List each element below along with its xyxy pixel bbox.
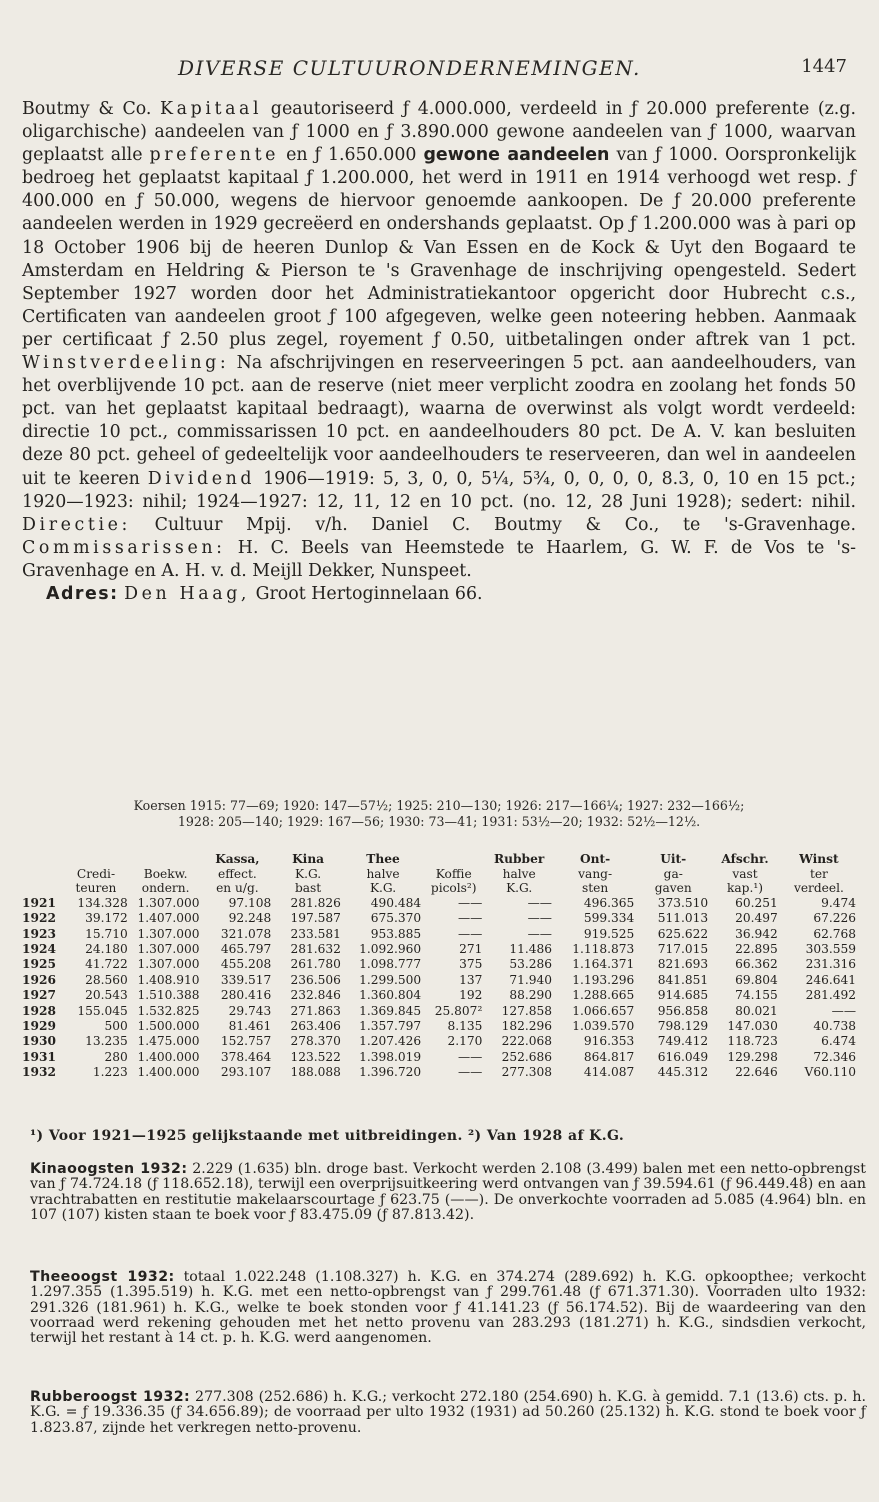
rubberoogst-paragraph [30, 1390, 866, 1436]
table-cell: 1.510.388 [137, 988, 200, 1003]
header-cell: sten [582, 881, 609, 896]
header-cell: Ont- [580, 852, 611, 866]
table-cell: 261.780 [290, 957, 341, 972]
table-cell: 71.940 [509, 972, 552, 987]
table-cell: 252.686 [501, 1049, 552, 1064]
table-cell: 293.107 [220, 1065, 272, 1080]
table-cell: 66.362 [735, 957, 778, 972]
table-cell: 188.088 [290, 1065, 341, 1080]
rubberoogst-text: 277.308 (252.686) h. K.G.; verkocht 272.180 (254.690) h. K.G. à gemidd. 7.1 (13.6) cts. p. h. K.G. = ƒ 19.336.35 (ƒ 34.656.89); de voorraad per ulto 1932 (1931) ad 50.260 (25.132) h. K.G. stond te boek voor ƒ 1.823.87, zijnde het verkregen netto-provenu. [30, 1389, 867, 1436]
table-cell: 511.013 [657, 911, 709, 926]
year-cell: 1924 [22, 942, 56, 956]
table-cell: 39.172 [85, 911, 128, 926]
table-cell: 22.895 [735, 942, 778, 956]
table-cell: 88.290 [509, 988, 552, 1003]
header-cell: picols²) [430, 881, 477, 896]
table-cell: 1.360.804 [359, 988, 422, 1003]
table-cell: —— [457, 1065, 483, 1080]
header-cell: vang- [578, 866, 613, 881]
header-cell: K.G. [506, 881, 533, 896]
table-cell: 231.316 [805, 957, 856, 972]
table-cell: 1.223 [92, 1065, 128, 1080]
table-cell: 339.517 [220, 972, 272, 987]
table-row [20, 1065, 858, 1080]
table-cell: 953.885 [370, 926, 422, 941]
table-cell: 80.021 [735, 1003, 778, 1018]
table-cell: 1.400.000 [137, 1065, 200, 1080]
table-row [20, 1004, 858, 1019]
table-cell: 798.129 [657, 1019, 709, 1034]
table-cell: 147.030 [727, 1019, 778, 1034]
header-cell: ter [809, 866, 828, 881]
table-cell: 821.693 [657, 957, 709, 972]
table-cell: 1.369.845 [359, 1003, 422, 1018]
header-cell: effect. [218, 866, 257, 881]
table-cell: —— [457, 1049, 483, 1064]
table-cell: 2.170 [447, 1034, 483, 1049]
table-cell: 28.560 [85, 972, 128, 987]
preferente-label: preferente [149, 145, 280, 166]
koersen-line-2: 1928: 205—140; 1929: 167—56; 1930: 73—41; 1931: 53½—20; 1932: 52½—12½. [177, 814, 701, 829]
theeoogst-text: totaal 1.022.248 (1.108.327) h. K.G. en 374.274 (289.692) h. K.G. opkoopthee; verkocht 1.297.355 (1.395.519) h. K.G. met een netto-opbrengst van ƒ 299.761.48 (ƒ 671.371.30). Voorraden ulto 1932: 291.326 (181.961) h. K.G., welke te boek stonden voor ƒ 41.141.23 (ƒ 56.174.52). Bij de waardeering van den voorraad werd rekening gehouden met het netto provenu van 283.293 (181.271) h. K.G., sindsdien verkocht, terwijl het restant à 14 ct. p. h. K.G. werd aangenomen. [30, 1269, 867, 1347]
header-cell: halve [366, 866, 400, 881]
header-cell: Thee [366, 852, 400, 866]
text-run: Cultuur Mpij. v/h. Daniel C. Boutmy & Co., te 's-Gravenhage. [130, 514, 856, 535]
header-cell: vast [732, 866, 758, 881]
header-cell: K.G. [295, 866, 322, 881]
page-number: 1447 [801, 56, 847, 77]
table-cell: 129.298 [727, 1049, 778, 1064]
table-cell: 69.804 [735, 972, 778, 987]
table-cell: 74.155 [735, 988, 778, 1003]
directie-label: Directie: [22, 514, 131, 535]
table-cell: 15.710 [85, 926, 128, 941]
table-cell: 490.484 [370, 895, 422, 910]
table-cell: 1.307.000 [137, 895, 200, 910]
table-cell: 465.797 [220, 942, 272, 956]
header-cell: Credi- [76, 866, 116, 881]
header-cell: Koffie [435, 866, 472, 881]
table-cell: 41.722 [85, 957, 128, 972]
header-cell: kap.¹) [727, 881, 763, 896]
year-cell: 1927 [22, 988, 56, 1003]
table-cell: 1.118.873 [572, 942, 635, 956]
table-cell: 616.049 [657, 1049, 709, 1064]
header-cell [20, 852, 62, 867]
table-cell: 197.587 [290, 911, 341, 926]
table-cell: 40.738 [813, 1019, 856, 1034]
table-cell: 1.407.000 [137, 911, 200, 926]
table-cell: 749.412 [657, 1034, 709, 1049]
table-cell: 22.646 [735, 1065, 778, 1080]
table-cell: 232.846 [290, 988, 341, 1003]
financial-table [20, 852, 858, 1081]
header-cell: gaven [654, 881, 692, 896]
table-cell: 263.406 [290, 1019, 341, 1034]
table-cell: —— [457, 895, 483, 910]
text-run: H. C. Beels van Heemstede te Haarlem, G. W. F. de Vos te 's-Gravenhage en A. H. v. d. Meijll Dekker, Nunspeet. [22, 537, 856, 581]
table-cell: 118.723 [727, 1034, 778, 1049]
header-cell: Kassa, [215, 852, 260, 866]
header-cell [62, 852, 130, 867]
table-cell: 1.532.825 [137, 1003, 200, 1018]
table-cell: 155.045 [77, 1003, 128, 1018]
den-haag-label: Den Haag, [124, 583, 251, 604]
text-run: en ƒ 1.650.000 [279, 145, 424, 166]
table-cell: 914.685 [657, 988, 709, 1003]
header-cell: halve [502, 866, 536, 881]
table-footnote: ¹) Voor 1921—1925 gelijkstaande met uitbreidingen. ²) Van 1928 af K.G. [30, 1128, 625, 1144]
table-cell: 246.641 [805, 972, 856, 987]
table-cell: 152.757 [220, 1034, 272, 1049]
text-run: van ƒ 1000. Oorspronkelijk bedroeg het geplaatst kapitaal ƒ 1.200.000, het werd in 1911 en 1914 verhoogd wet resp. ƒ 400.000 en ƒ 50.000, wegens de hiervoor genoemde aankoopen. De ƒ 20.000 preferente aandeelen werden in 1929 gecreëerd en ondershands geplaatst. Op ƒ 1.200.000 was à pari op 18 October 1906 bij de heeren Dunlop & Van Essen en de Kock & Uyt den Bogaard te Amsterdam en Heldring & Pierson te 's Gravenhage de inschrijving opengesteld. Sedert September 1927 worden door het Administratiekantoor opgericht door Hubrecht c.s., Certificaten van aandeelen groot ƒ 100 afgegeven, welke geen noteering hebben. Aanmaak per certificaat ƒ 2.50 plus zegel, royement ƒ 0.50, uitbetalingen onder aftrek van 1 pct. [22, 145, 856, 350]
year-cell: 1925 [22, 957, 56, 972]
theeoogst-paragraph [30, 1270, 866, 1346]
table-cell: 271 [459, 942, 483, 956]
table-cell: 281.826 [290, 895, 341, 910]
header-cell [20, 881, 62, 896]
table-cell: 29.743 [228, 1003, 272, 1018]
table-cell: 92.248 [228, 911, 272, 926]
table-cell: 496.365 [583, 895, 635, 910]
table-cell: 625.622 [657, 926, 709, 941]
table-cell: 1.066.657 [572, 1003, 635, 1018]
table-cell: 81.461 [228, 1019, 272, 1034]
table-cell: V60.110 [804, 1065, 856, 1080]
table-cell: —— [831, 1003, 856, 1018]
table-cell: 1.400.000 [137, 1049, 200, 1064]
header-cell: Kina [292, 852, 325, 866]
header-cell: Uit- [660, 852, 687, 866]
table-cell: 13.235 [85, 1034, 128, 1049]
year-cell: 1928 [22, 1003, 56, 1018]
table-cell: 1.207.426 [359, 1034, 422, 1049]
table-cell: 137 [459, 972, 483, 987]
table-cell: 500 [104, 1019, 128, 1034]
table-cell: 280.416 [220, 988, 272, 1003]
table-cell: 20.497 [735, 911, 778, 926]
koersen-line-1: Koersen 1915: 77—69; 1920: 147—57½; 1925: 210—130; 1926: 217—166¼; 1927: 232—166½; [133, 798, 745, 813]
header-cell: Boekw. [143, 866, 188, 881]
header-cell: teuren [75, 881, 117, 896]
text-run: geautoriseerd ƒ 4.000.000, verdeeld in ƒ 20.000 preferente (z.g. oligarchische) aandeelen van ƒ 1000 en ƒ 3.890.000 gewone aandeelen van ƒ 1000, waarvan geplaatst alle [22, 99, 856, 166]
header-cell: Rubber [494, 852, 545, 866]
table-cell: 1.299.500 [359, 972, 422, 987]
company-description [22, 98, 856, 606]
table-cell: 1.408.910 [137, 972, 200, 987]
text-run: 1906—1919: 5, 3, 0, 0, 5¼, 5¾, 0, 0, 0, 0, 8.3, 0, 10 en 15 pct.; 1920—1923: nihil; 1924—1927: 12, 11, 12 en 10 pct. (no. 12, 28 Juni 1928); sedert: nihil. [22, 468, 856, 512]
table-cell: 20.543 [85, 988, 128, 1003]
table-cell: 271.863 [290, 1003, 341, 1018]
table-cell: 281.492 [805, 988, 856, 1003]
table-cell: 303.559 [805, 942, 856, 956]
table-cell: 1.164.371 [572, 957, 635, 972]
koersen-block [22, 798, 856, 830]
table-cell: 127.858 [501, 1003, 552, 1018]
year-cell: 1929 [22, 1019, 56, 1034]
table-cell: 1.039.570 [572, 1019, 635, 1034]
table-cell: 919.525 [583, 926, 635, 941]
table-cell: 1.357.797 [359, 1019, 422, 1034]
table-cell: 1.500.000 [137, 1019, 200, 1034]
table-cell: 1.098.777 [359, 957, 422, 972]
year-cell: 1932 [22, 1065, 56, 1080]
table-cell: 281.632 [290, 942, 341, 956]
table-cell: 373.510 [657, 895, 709, 910]
header-cell [423, 852, 484, 867]
kinaoogsten-text: 2.229 (1.635) bln. droge bast. Verkocht werden 2.108 (3.499) balen met een netto-opbrengst van ƒ 74.724.18 (ƒ 118.652.18), terwijl een overprijsuitkeering werd ontvangen van ƒ 39.594.61 (ƒ 96.449.48) en aan vrachtrabatten en restitutie makelaarscourtage ƒ 623.75 (——). De onverkochte voorraden ad 5.085 (4.964) bln. en 107 (107) kisten staan te boek voor ƒ 83.475.09 (ƒ 87.813.42). [30, 1161, 867, 1223]
table-cell: —— [457, 911, 483, 926]
table-cell: 24.180 [85, 942, 128, 956]
table-row [20, 896, 858, 911]
adres-label: Adres: [46, 583, 119, 604]
table-cell: 1.193.296 [572, 972, 635, 987]
table-cell: —— [527, 895, 552, 910]
winstverdeeling-label: Winstverdeeling: [22, 353, 230, 374]
header-cell: ondern. [141, 881, 190, 896]
table-cell: 1.307.000 [137, 957, 200, 972]
table-cell: 1.307.000 [137, 926, 200, 941]
kinaoogsten-paragraph [30, 1162, 866, 1223]
table-cell: 675.370 [370, 911, 422, 926]
commissarissen-label: Commissarissen: [22, 537, 226, 558]
table-cell: 1.396.720 [359, 1065, 422, 1080]
table-cell: 414.087 [583, 1065, 635, 1080]
table-cell: 192 [459, 988, 483, 1003]
header-cell [130, 852, 202, 867]
table-cell: 53.286 [509, 957, 552, 972]
theeoogst-lead: Theeoogst 1932: [30, 1269, 175, 1285]
table-cell: 841.851 [657, 972, 709, 987]
table-cell: 222.068 [501, 1034, 552, 1049]
table-cell: 72.346 [813, 1049, 856, 1064]
header-cell: en u/g. [216, 881, 259, 896]
header-row [20, 852, 858, 867]
table-row [20, 1050, 858, 1065]
table-row [20, 957, 858, 972]
year-cell: 1930 [22, 1034, 56, 1049]
header-cell: K.G. [369, 881, 397, 896]
text-run: Boutmy & Co. [22, 99, 161, 119]
dividend-label: Dividend [147, 468, 256, 489]
text-run: Na afschrijvingen en reserveeringen 5 pct. aan aandeelhouders, van het overblijvende 10 pct. aan de reserve (niet meer verplicht zoodra en zoolang het fonds 50 pct. van het geplaatst kapitaal bedraagt), waarna de overwinst als volgt wordt verdeeld: directie 10 pct., commissarissen 10 pct. en aandeelhouders 80 pct. De A. V. kan besluiten deze 80 pct. geheel of gedeeltelijk voor aandeelhouders te reserveeren, dan wel in aandeelen uit te keeren [22, 353, 856, 489]
header-cell: ga- [663, 866, 683, 881]
table-row [20, 942, 858, 957]
table-cell: 6.474 [821, 1034, 856, 1049]
header-cell: bast [294, 881, 322, 896]
table-cell: 233.581 [290, 926, 341, 941]
table-cell: 62.768 [813, 926, 856, 941]
table-row [20, 911, 858, 926]
table-row [20, 973, 858, 988]
table-cell: 1.307.000 [137, 942, 200, 956]
table-cell: 1.092.960 [359, 942, 422, 956]
table-cell: 1.475.000 [137, 1034, 200, 1049]
table-cell: —— [457, 926, 483, 941]
table-cell: 375 [459, 957, 483, 972]
header-cell: Afschr. [721, 852, 769, 866]
table-row [20, 988, 858, 1003]
table-cell: 36.942 [735, 926, 778, 941]
kapitaal-label: Kapitaal [160, 99, 263, 119]
rubberoogst-lead: Rubberoogst 1932: [30, 1389, 191, 1405]
header-row [20, 881, 858, 896]
year-cell: 1931 [22, 1049, 56, 1064]
table-cell: 864.817 [583, 1049, 635, 1064]
year-cell: 1922 [22, 911, 56, 926]
table-cell: 236.506 [290, 972, 341, 987]
table-cell: 123.522 [290, 1049, 341, 1064]
table-cell: 280 [104, 1049, 128, 1064]
gewone-aandeelen-label: gewone aandeelen [423, 145, 610, 166]
table-cell: 1.288.665 [572, 988, 635, 1003]
header-cell [20, 867, 62, 882]
table-row [20, 1034, 858, 1049]
year-cell: 1921 [22, 895, 56, 910]
table-cell: 182.296 [501, 1019, 552, 1034]
table-cell: 25.807² [434, 1003, 483, 1018]
table-cell: —— [527, 911, 552, 926]
text-run: Groot Hertoginnelaan 66. [250, 583, 483, 604]
table-cell: 60.251 [735, 895, 778, 910]
table-row [20, 927, 858, 942]
table-cell: 455.208 [220, 957, 272, 972]
header-cell: verdeel. [793, 881, 844, 896]
table-cell: 97.108 [228, 895, 272, 910]
table-cell: 278.370 [290, 1034, 341, 1049]
header-cell: Winst [799, 852, 839, 866]
table-cell: 8.135 [447, 1019, 483, 1034]
table-cell: 9.474 [821, 895, 856, 910]
table-cell: 134.328 [77, 895, 128, 910]
page-title: DIVERSE CULTUURONDERNEMINGEN. [178, 56, 641, 80]
table-cell: 11.486 [509, 942, 552, 956]
year-cell: 1926 [22, 972, 56, 987]
header-row [20, 867, 858, 882]
table-cell: 67.226 [813, 911, 856, 926]
table-cell: —— [527, 926, 552, 941]
year-cell: 1923 [22, 926, 56, 941]
running-header [0, 56, 879, 84]
table-cell: 378.464 [220, 1049, 272, 1064]
table-cell: 956.858 [657, 1003, 709, 1018]
table-body [20, 896, 858, 1081]
table-cell: 717.015 [657, 942, 709, 956]
table-cell: 277.308 [501, 1065, 552, 1080]
table-row [20, 1019, 858, 1034]
table-cell: 321.078 [220, 926, 272, 941]
table-cell: 916.353 [583, 1034, 635, 1049]
table-cell: 1.398.019 [359, 1049, 422, 1064]
table-cell: 445.312 [657, 1065, 709, 1080]
kinaoogsten-lead: Kinaoogsten 1932: [30, 1161, 188, 1177]
table-cell: 599.334 [583, 911, 635, 926]
table-header [20, 852, 858, 896]
